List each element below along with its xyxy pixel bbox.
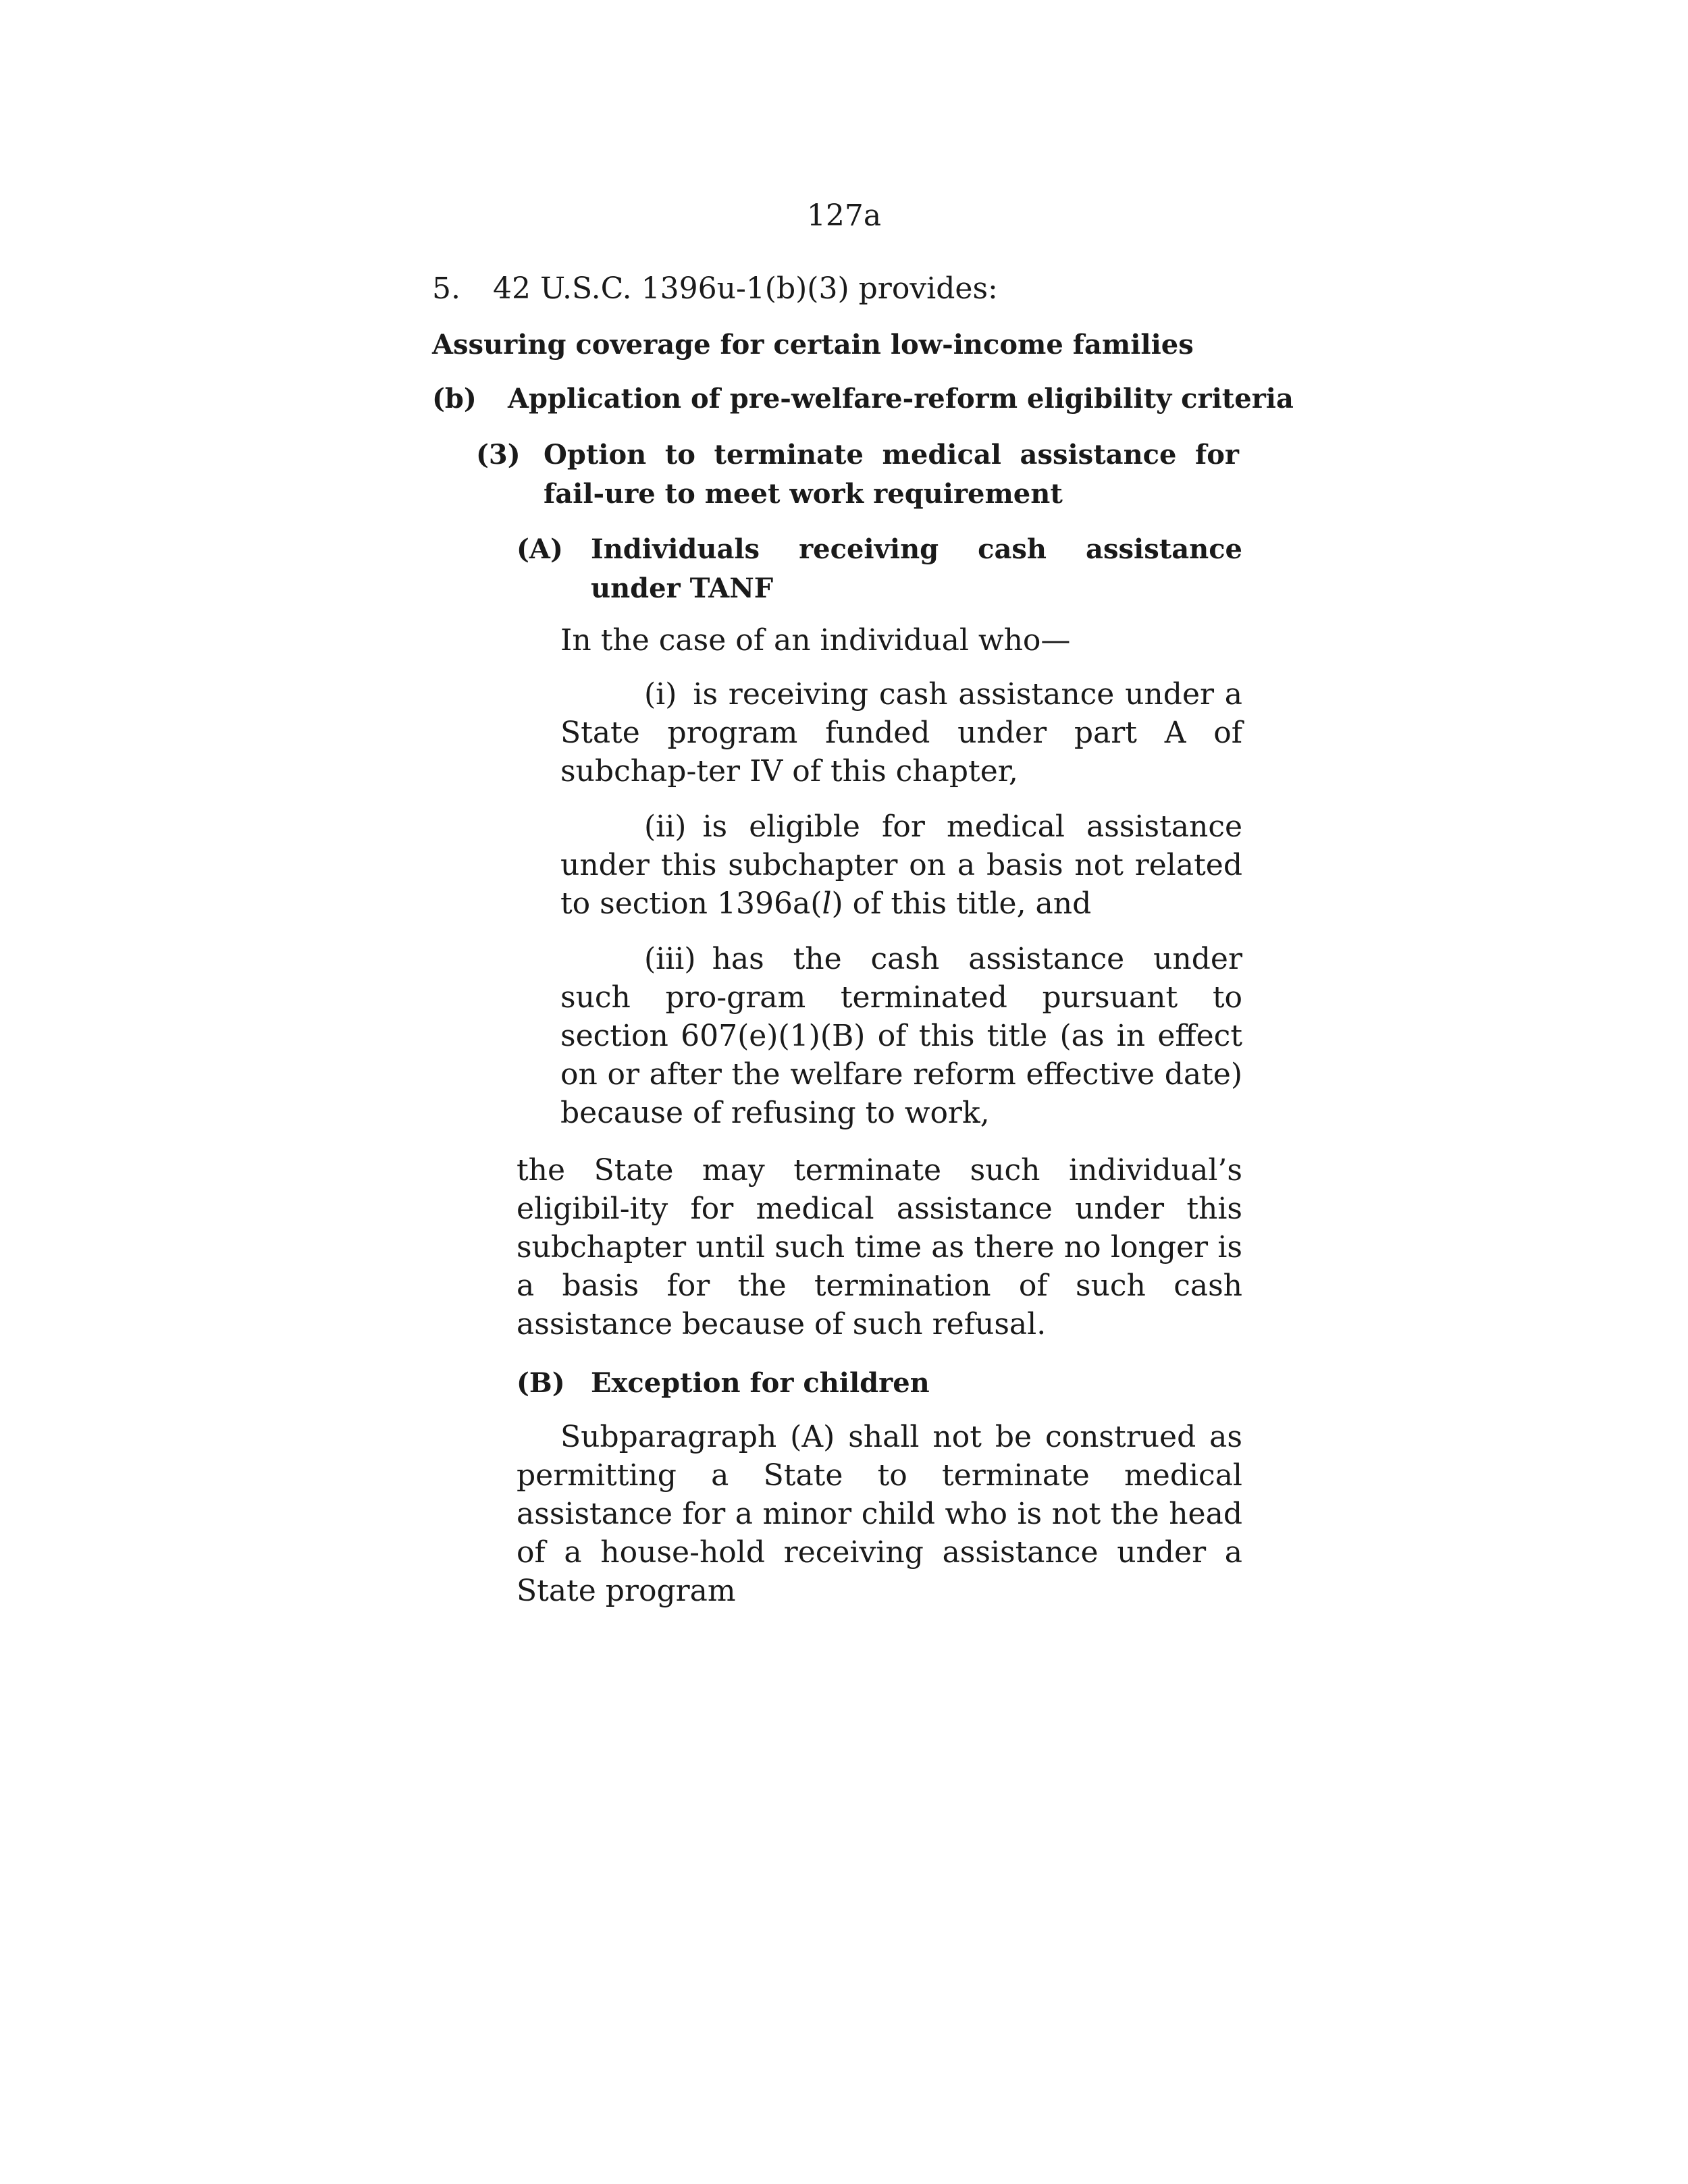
section-heading: Assuring coverage for certain low-income families [432, 329, 1194, 361]
clause-ii-italic-letter: l [822, 886, 832, 921]
subparagraph-a-title: Individuals receiving cash assistance under TANF [591, 533, 1242, 604]
subsection-b-heading [432, 379, 1294, 419]
item-number: 5. [432, 271, 460, 306]
subparagraph-a-label: (A) [517, 533, 563, 565]
subparagraph-a-closing: the State may terminate such individual’s eligibil-ity for medical assistance under this subchapter until such time as there no longer is a basis for the termination of such cash assistance because of such refusal. [517, 1153, 1242, 1341]
subparagraph-b-heading [517, 1364, 1242, 1403]
page-number: 127a [806, 198, 882, 233]
statute-citation: 42 U.S.C. 1396u-1(b)(3) provides: [493, 271, 998, 306]
clause-ii-text: is eligible for medical assistance under this subchapter on a basis not related to section 1396a( [560, 809, 1242, 921]
paragraph-3-label: (3) [476, 439, 521, 471]
subparagraph-b-label: (B) [517, 1367, 565, 1399]
clause-iii [560, 940, 1242, 1132]
subparagraph-a-heading [517, 530, 1242, 608]
paragraph-3-title: Option to terminate medical assistance for fail-ure to meet work requirement [544, 439, 1239, 510]
subparagraph-a-lead: In the case of an individual who— [560, 623, 1071, 658]
statute-intro [432, 269, 1269, 309]
clause-ii-text-end: ) of this title, and [831, 886, 1092, 921]
clause-ii [560, 807, 1242, 923]
paragraph-3-heading [476, 435, 1239, 514]
subparagraph-b-title: Exception for children [591, 1367, 930, 1399]
clause-i-text: is receiving cash assistance under a State program funded under part A of subchap-ter IV of this chapter, [560, 677, 1242, 789]
clause-iii-text: has the cash assistance under such pro-gram terminated pursuant to section 607(e)(1)(B) of this title (as in effect on or after the welfare reform effective date) because of refusing to work, [560, 942, 1242, 1130]
subsection-b-label: (b) [432, 383, 477, 415]
clause-ii-label: (ii) [644, 809, 687, 844]
clause-iii-label: (iii) [644, 942, 696, 976]
subsection-b-title: Application of pre-welfare-reform eligibility criteria [508, 383, 1294, 415]
clause-i [560, 675, 1242, 791]
subparagraph-b-text: Subparagraph (A) shall not be construed as permitting a State to terminate medical assistance for a minor child who is not the head of a house-hold receiving assistance under a State program [517, 1420, 1242, 1608]
clause-i-label: (i) [644, 677, 677, 712]
